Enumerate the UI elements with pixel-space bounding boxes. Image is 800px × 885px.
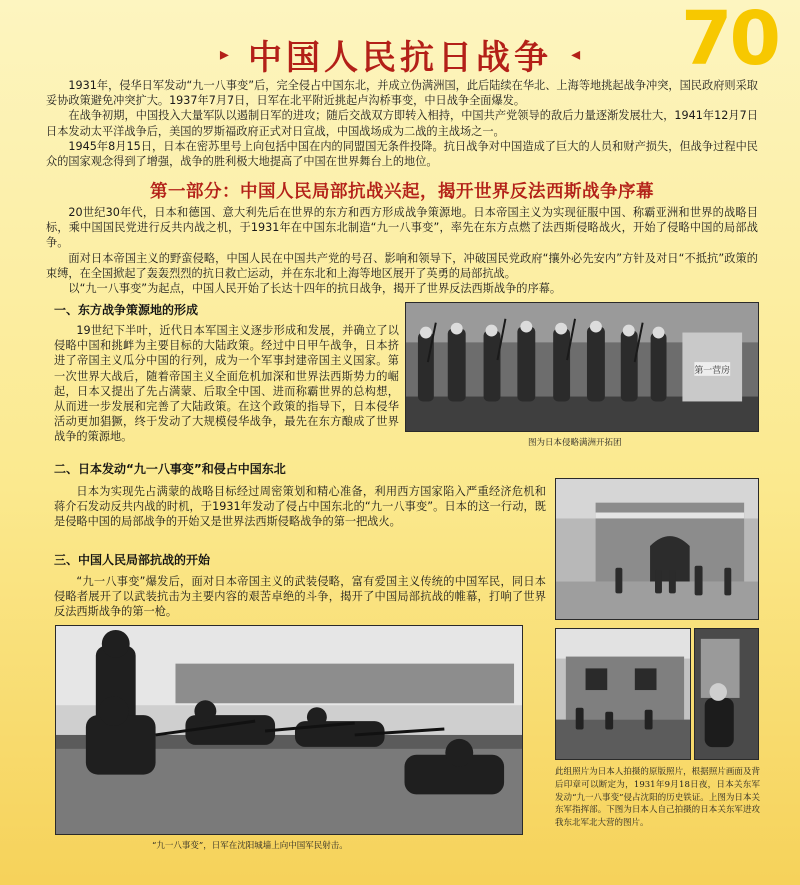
photo4-caption: 此组照片为日本人拍摄的原版照片，根据照片画面及背后印章可以断定为，1931年9月18日夜，日本关东军发动“九一八事变”侵占沈阳的历史铁证。上图为日本关东军指挥部。下图为日本人自己拍摄的日本关东军进攻我东北军北大营的图片。 (555, 767, 760, 829)
photo-guandong-hq (555, 478, 759, 620)
part1-paragraph: 以“九一八事变”为起点，中国人民开始了长达十四年的抗日战争，揭开了世界反法西斯战争的序幕。 (68, 282, 562, 296)
section3-body (54, 574, 546, 620)
photo-beidaying-attack-left (555, 628, 691, 760)
intro-paragraph: 1931年，侵华日军发动“九一八事变”后，完全侵占中国东北，并成立伪满洲国，此后陆续在华北、上海等地挑起战争冲突，国民政府则采取妥协政策避免冲突扩大。1937年7月7日，日军在北平附近挑起卢沟桥事变，中日战争全面爆发。 (46, 79, 758, 108)
page-title: 中国人民抗日战争 (248, 38, 552, 78)
section1-paragraph: 19世纪下半叶，近代日本军国主义逐步形成和发展，并确立了以侵略中国和挑衅为主要目标的大陆政策。经过中日甲午战争，日本挤进了帝国主义瓜分中国的行列，成为一个军事封建帝国主义国家。第一次世界大战后，随着帝国主义全面危机加深和世界法西斯势力的崛起，日本又提出了先占满蒙、后取全中国、进而称霸世界的总构想，从而进一步发展和完善了大陆政策。在这个政策的指导下，日本侵华活动更加猖獗，终于发动了大规模侵华战争，最先在东方酿成了世界战争的策源地。 (54, 324, 399, 444)
section2-body (54, 484, 546, 530)
title-left-arrow-icon: ▸ (219, 44, 229, 65)
title-row (0, 30, 800, 76)
section3-heading: 三、中国人民局部抗战的开始 (54, 553, 211, 567)
photo-beidaying-attack-right (694, 628, 759, 760)
photo3-caption: “九一八事变”，日军在沈阳城墙上向中国军民射击。 (152, 841, 348, 851)
photo-city-wall-firing (55, 625, 523, 835)
part1-title: 第一部分：中国人民局部抗战兴起，揭开世界反法西斯战争序幕 (150, 182, 654, 202)
photo1-caption: 图为日本侵略满洲开拓团 (528, 438, 622, 448)
section1-heading: 一、东方战争策源地的形成 (54, 303, 199, 317)
section2-heading: 二、日本发动“九一八事变”和侵占中国东北 (54, 462, 286, 476)
title-right-arrow-icon: ◂ (571, 44, 581, 65)
photo-sign-text: 第一营房 (694, 365, 731, 376)
page-number: 70 (681, 0, 778, 82)
intro-section (46, 78, 758, 169)
part1-text (46, 205, 758, 296)
section3-paragraph: “九一八事变”爆发后，面对日本帝国主义的武装侵略，富有爱国主义传统的中国军民，同日本侵略者展开了以武装抗击为主要内容的艰苦卓绝的斗争，揭开了中国局部抗战的帷幕，打响了世界反法西斯战争的第一枪。 (54, 575, 546, 619)
intro-paragraph: 在战争初期，中国投入大量军队以遏制日军的进攻；随后交战双方即转入相持，中国共产党领导的敌后力量逐渐发展壮大，1941年12月7日日本发动太平洋战争后，美国的罗斯福政府正式对日宣战，中国战场成为二战的主战场之一。 (46, 109, 758, 138)
part1-paragraph: 面对日本帝国主义的野蛮侵略，中国人民在中国共产党的号召、影响和领导下，冲破国民党政府“攘外必先安内”方针及对日“不抵抗”政策的束缚，在全国掀起了轰轰烈烈的抗日救亡运动，并在东北和上海等地区展开了英勇的局部抗战。 (46, 251, 758, 280)
photo-kaituo-tuan (405, 302, 759, 432)
part1-paragraph: 20世纪30年代，日本和德国、意大利先后在世界的东方和西方形成战争策源地。日本帝国主义为实现征服中国、称霸亚洲和世界的战略目标，乘中国国民党进行反共内战之机，于1931年在中国东北制造“九一八事变”，率先在东方点燃了法西斯侵略战火，开始了侵略中国的局部战争。 (46, 206, 758, 250)
intro-paragraph: 1945年8月15日，日本在密苏里号上向包括中国在内的同盟国无条件投降。抗日战争对中国造成了巨大的人员和财产损失，但战争过程中民众的国家观念得到了增强，战争的胜利极大地提高了中国在世界舞台上的地位。 (46, 139, 758, 169)
section1-body (54, 323, 399, 445)
section2-paragraph: 日本为实现先占满蒙的战略目标经过周密策划和精心准备，利用西方国家陷入严重经济危机和蒋介石发动反共内战的时机，于1931年发动了侵占中国东北的“九一八事变”。日本的这一行动，既是侵略中国的局部战争的开始又是世界法西斯侵略战争的第一把战火。 (54, 485, 546, 529)
